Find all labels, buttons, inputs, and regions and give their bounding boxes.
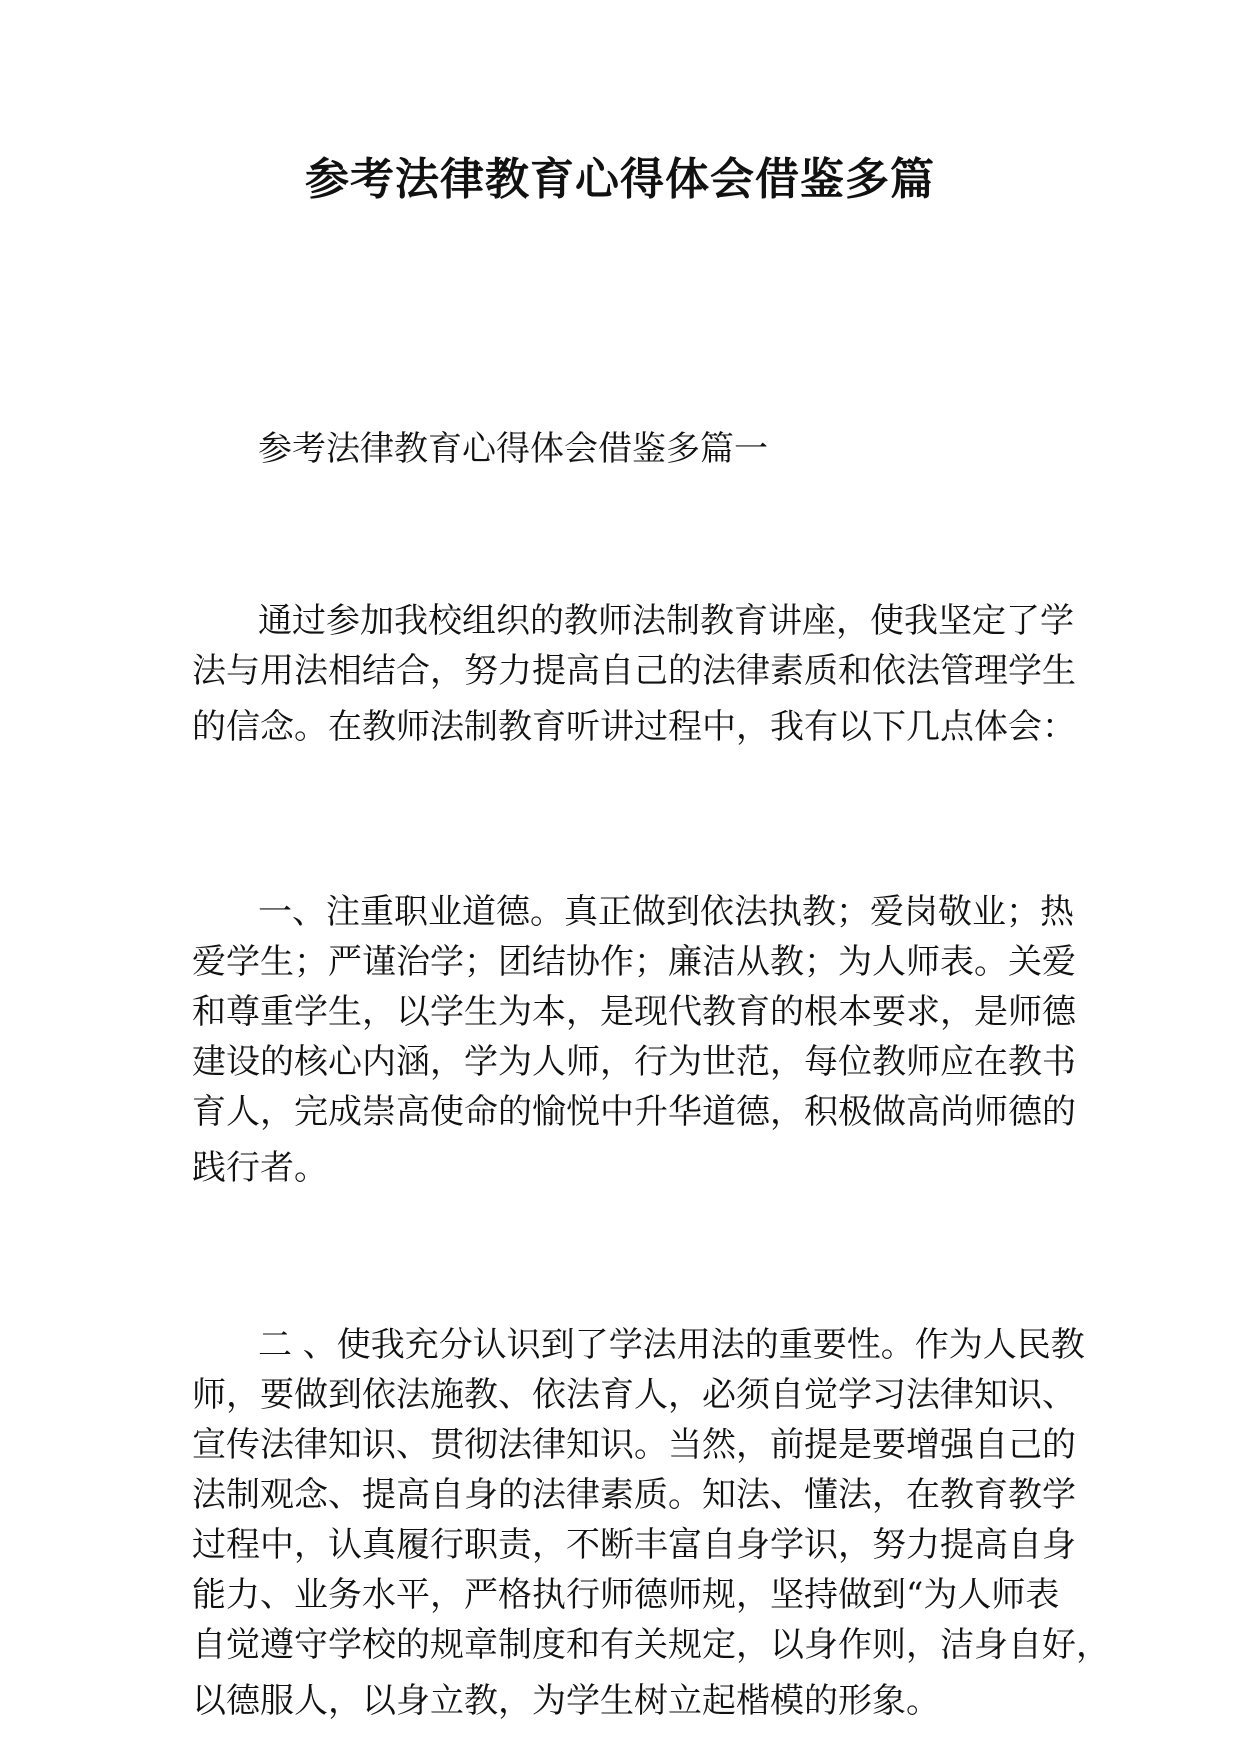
paragraph-line: 践行者。 — [192, 1148, 328, 1188]
paragraph-intro — [192, 596, 1076, 752]
paragraph-line: 能力、业务水平，严格执行师德师规，坚持做到“为人师表 — [192, 1575, 1060, 1615]
paragraph-line: 自觉遵守学校的规章制度和有关规定，以身作则，洁身自好， — [192, 1625, 1110, 1665]
paragraph-line: 通过参加我校组织的教师法制教育讲座，使我坚定了学 — [258, 601, 1074, 641]
paragraph-line: 以德服人，以身立教，为学生树立起楷模的形象。 — [192, 1681, 940, 1721]
paragraph-line: 法制观念、提高自身的法律素质。知法、懂法，在教育教学 — [192, 1475, 1076, 1515]
paragraph-line: 和尊重学生，以学生为本，是现代教育的根本要求，是师德 — [192, 992, 1076, 1032]
paragraph-line: 法与用法相结合，努力提高自己的法律素质和依法管理学生 — [192, 651, 1076, 691]
paragraph-point-two — [192, 1320, 1110, 1726]
paragraph-line: 育人，完成崇高使命的愉悦中升华道德，积极做高尚师德的 — [192, 1092, 1076, 1132]
paragraph-line: 一、注重职业道德。真正做到依法执教；爱岗敬业；热 — [258, 892, 1074, 932]
paragraph-line: 师，要做到依法施教、依法育人，必须自觉学习法律知识、 — [192, 1375, 1076, 1415]
paragraph-line: 二 、使我充分认识到了学法用法的重要性。作为人民教 — [258, 1325, 1085, 1365]
paragraph-line: 的信念。在教师法制教育听讲过程中，我有以下几点体会： — [192, 707, 1076, 747]
paragraph-line: 建设的核心内涵，学为人师，行为世范，每位教师应在教书 — [192, 1042, 1076, 1082]
paragraph-line: 爱学生；严谨治学；团结协作；廉洁从教；为人师表。关爱 — [192, 942, 1076, 982]
document-title: 参考法律教育心得体会借鉴多篇 — [305, 154, 935, 205]
paragraph-line: 宣传法律知识、贯彻法律知识。当然，前提是要增强自己的 — [192, 1425, 1076, 1465]
paragraph-line: 过程中，认真履行职责，不断丰富自身学识，努力提高自身 — [192, 1525, 1076, 1565]
section-heading: 参考法律教育心得体会借鉴多篇一 — [258, 429, 768, 469]
paragraph-point-one — [192, 887, 1076, 1193]
